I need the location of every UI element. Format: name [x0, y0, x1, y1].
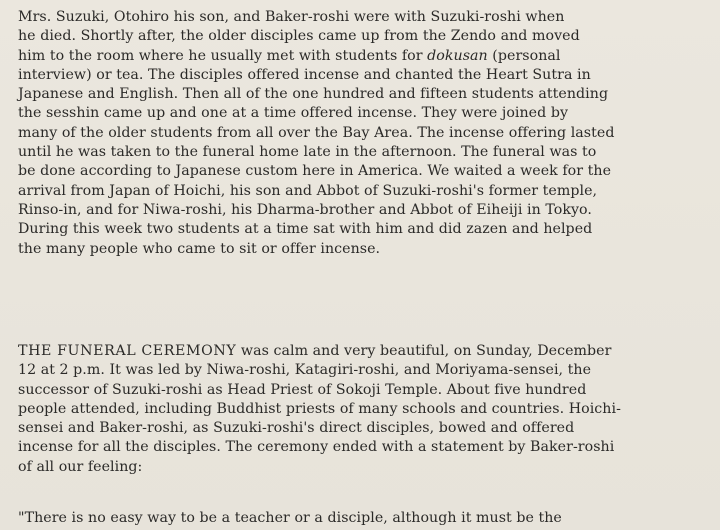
text-line: successor of Suzuki-roshi as Head Priest of Sokoji Temple. About five hundred [18, 381, 587, 398]
paragraph-statement-quote [18, 509, 720, 528]
text-line [18, 342, 720, 361]
text-line [18, 47, 720, 66]
text-line: Japanese and English. Then all of the one hundred and fifteen students attending [18, 86, 609, 103]
text-line: of all our feeling: [18, 458, 143, 475]
text-line: 12 at 2 p.m. It was led by Niwa-roshi, Katagiri-roshi, and Moriyama-sensei, the [18, 362, 592, 379]
paragraph-funeral-ceremony [18, 342, 720, 477]
text-line: arrival from Japan of Hoichi, his son and Abbot of Suzuki-roshi's former temple, [18, 182, 598, 199]
text-segment: him to the room where he usually met with students for [18, 47, 428, 64]
text-line: "There is no easy way to be a teacher or a disciple, although it must be the [18, 510, 562, 526]
emphasized-term-dokusan: dokusan [427, 47, 488, 64]
text-line: During this week two students at a time sat with him and did zazen and helped [18, 221, 593, 238]
text-segment: was calm and very beautiful, on Sunday, December [236, 343, 612, 359]
text-line: until he was taken to the funeral home late in the afternoon. The funeral was to [18, 144, 597, 161]
paragraph-death-account [18, 8, 720, 259]
text-line: Mrs. Suzuki, Otohiro his son, and Baker-roshi were with Suzuki-roshi when [18, 9, 565, 25]
text-line: he died. Shortly after, the older disciples came up from the Zendo and moved [18, 28, 580, 45]
section-heading: THE FUNERAL CEREMONY [18, 343, 237, 359]
text-line: interview) or tea. The disciples offered incense and chanted the Heart Sutra in [18, 66, 591, 83]
text-line: sensei and Baker-roshi, as Suzuki-roshi's direct disciples, bowed and offered [18, 420, 575, 437]
text-line: many of the older students from all over the Bay Area. The incense offering lasted [18, 124, 615, 141]
text-line: people attended, including Buddhist priests of many schools and countries. Hoichi- [18, 400, 621, 417]
text-line: Rinso-in, and for Niwa-roshi, his Dharma-brother and Abbot of Eiheiji in Tokyo. [18, 201, 592, 218]
text-segment: (personal [487, 47, 561, 64]
text-line: the many people who came to sit or offer incense. [18, 240, 381, 257]
text-line: incense for all the disciples. The ceremony ended with a statement by Baker-roshi [18, 439, 615, 456]
text-line: the sesshin came up and one at a time offered incense. They were joined by [18, 105, 569, 122]
text-line: be done according to Japanese custom here in America. We waited a week for the [18, 163, 612, 180]
